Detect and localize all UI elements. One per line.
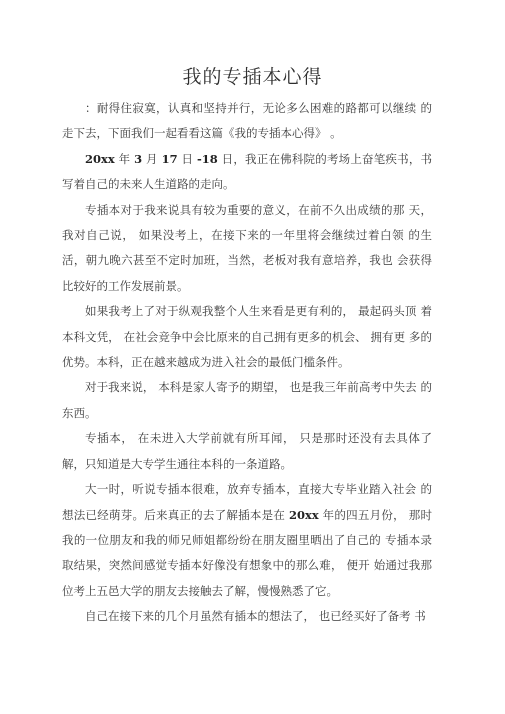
paragraph-freshman: [62, 477, 432, 604]
date-month-suffix: 月: [142, 151, 162, 166]
para7-after: 年的四五月份， 那时我的一位朋友和我的师兄师姐都纷纷在朋友圈里晒出了自己的 专插本录取结果，突然间感觉专插本好像没有想象中的那么难， 便开 始通过我那位考上五邑大学的朋友去接触去了解，慢慢熟悉了它。: [62, 507, 432, 598]
para7-year: 20xx: [289, 507, 319, 522]
date-year: 20xx: [85, 151, 115, 166]
date-year-suffix: 年: [114, 151, 135, 166]
date-range: -18: [197, 151, 218, 166]
page-title: 我的专插本心得: [182, 66, 323, 88]
paragraph-date: [62, 147, 432, 198]
date-day: 17: [161, 151, 178, 166]
paragraph-first-heard: 专插本， 在未进入大学前就有所耳闻， 只是那时还没有去具体了 解，只知道是大专学生通往本科的一条道路。: [62, 431, 432, 471]
document-body: [62, 96, 432, 630]
paragraph-intro: ：耐得住寂寞，认真和坚持并行，无论多么困难的路都可以继续 的走下去，下面我们一起看看这篇《我的专插本心得》 。: [62, 101, 432, 141]
paragraph-family-expectation: 对于我来说， 本科是家人寄予的期望， 也是我三年前高考中失去 的东西。: [62, 380, 432, 420]
paragraph-preparation: 自己在接下来的几个月虽然有插本的想法了， 也已经买好了备考 书: [85, 609, 426, 624]
paragraph-advantage: 如果我考上了对于纵观我整个人生来看是更有利的， 最起码头顶 着本科文凭， 在社会竞争中会比原来的自己拥有更多的机会、 拥有更 多的优势。本科，正在越来越成为进入社会的最低门槛条件。: [62, 304, 432, 370]
paragraph-significance: 专插本对于我来说具有较为重要的意义，在前不久出成绩的那 天，我对自己说， 如果没考上，在接下来的一年里将会继续过着白领 的生活，朝九晚六甚至不定时加班，当然，老板对我有意培养，我也 会获得比较好的工作发展前景。: [62, 202, 432, 293]
date-day-suffix: 日: [177, 151, 198, 166]
date-rest: 日，我正在佛科院的考场上奋笔疾书，书 写着自己的未来人生道路的走向。: [62, 151, 433, 192]
para7-before: 大一时，听说专插本很难，放弃专插本，直接大专毕业踏入社会 的想法已经萌芽。后来真正的去了解插本是在: [62, 482, 432, 522]
date-month: 3: [134, 151, 143, 166]
